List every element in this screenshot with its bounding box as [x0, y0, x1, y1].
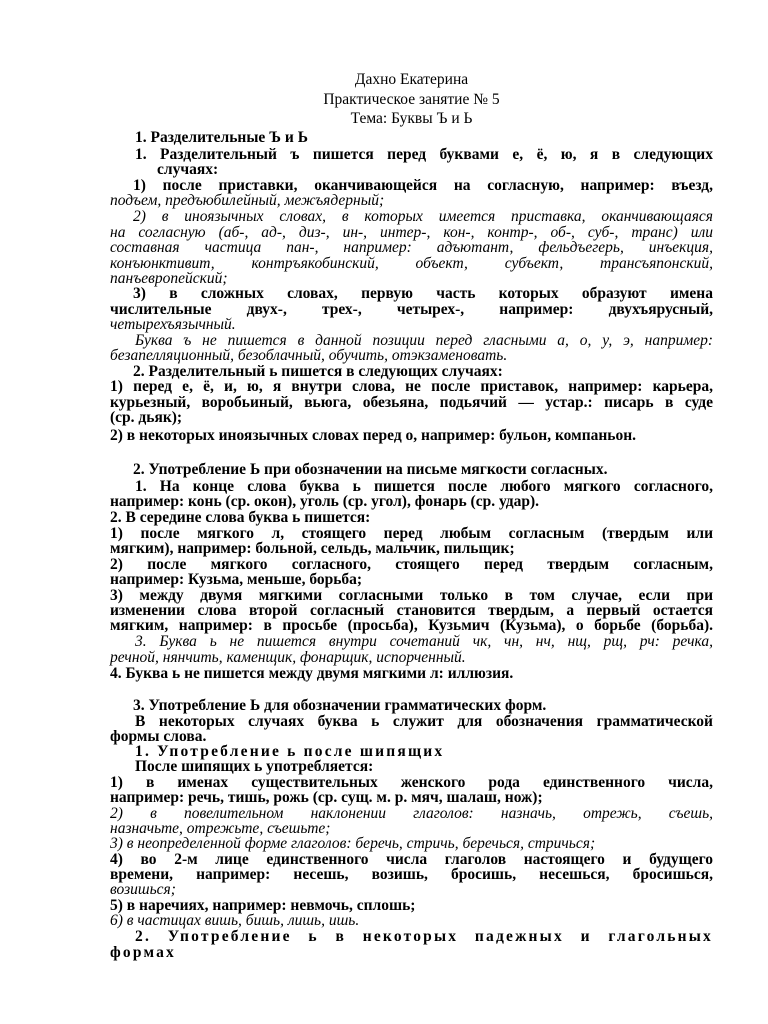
- s1-item-1-line-1: 1) после приставки, оканчивающейся на согласную, например: въезд,: [133, 177, 713, 194]
- s2-p2-item-1-line-1: 1) после мягкого л, стоящего перед любым согласным (твердым или: [110, 525, 713, 542]
- section-1-heading: 1. Разделительные Ъ и Ь: [135, 129, 308, 146]
- s2-p1-line-2: например: конь (ср. окон), уголь (ср. угол), фонарь (ср. удар).: [110, 493, 539, 510]
- s1-item-2-line-4: конъюнктивит, контръякобинский, объект, субъект, трансъяпонский,: [110, 255, 713, 272]
- s3-item-4-line-3: возишься;: [110, 881, 176, 898]
- s2-p2-item-3-line-2: изменении слова второй согласный становится твердым, а первый остается: [110, 602, 713, 619]
- s1-item-2-line-3: составная частица пан-, например: адъютант, фельдъегерь, инъекция,: [110, 239, 713, 256]
- s2-p2-item-3-line-3: мягким, например: в просьбе (просьба), Кузьмич (Кузьма), о борьбе (борьба).: [110, 617, 713, 634]
- s3-item-2-line-1: 2) в повелительном наклонении глаголов: назначь, отрежь, съешь,: [110, 805, 713, 822]
- section-1-sub-1-heading: 1. Разделительный ъ пишется перед буквами е, ё, ю, я в следующих: [135, 146, 713, 163]
- s2-p1-line-1: 1. На конце слова буква ь пишется после любого мягкого согласного,: [135, 478, 713, 495]
- s1-item-3-line-3: четырехъязычный.: [110, 316, 236, 333]
- s2-p2-item-2-line-2: например: Кузьма, меньше, борьба;: [110, 571, 363, 588]
- s3-item-4-line-1: 4) во 2-м лице единственного числа глаголов настоящего и будущего: [110, 851, 713, 868]
- s1-item-2-line-5: панъевропейский;: [110, 270, 228, 287]
- s2-p3-line-1: 3. Буква ь не пишется внутри сочетаний чк, чн, нч, нщ, рщ, рч: речка,: [135, 633, 713, 650]
- s3-sub-2-heading-line-1: 2. Употребление ь в некоторых падежных и глагольных: [135, 928, 713, 945]
- lesson-title: Практическое занятие № 5: [323, 91, 500, 108]
- section-1-sub-2-heading: 2. Разделительный ь пишется в следующих случаях:: [133, 363, 503, 380]
- s3-intro-line-1: В некоторых случаях буква ь служит для обозначения грамматической: [135, 713, 713, 730]
- s3-item-2-line-2: назначьте, отрежьте, съешьте;: [110, 820, 331, 837]
- s3-sub-1-intro: После шипящих ь употребляется:: [135, 758, 374, 775]
- author-name: Дахно Екатерина: [354, 71, 469, 88]
- s1-sub-2-item-1-line-2: курьезный, воробьиный, вьюга, обезьяна, подьячий — устар.: писарь в суде: [110, 394, 713, 411]
- s2-p2-item-1-line-2: мягким), например: больной, сельдь, мальчик, пильщик;: [110, 540, 515, 557]
- s1-sub-2-item-1-line-3: (ср. дьяк);: [110, 409, 183, 426]
- s3-sub-1-heading: 1. Употребление ь после шипящих: [135, 743, 445, 760]
- s3-intro-line-2: формы слова.: [110, 728, 207, 745]
- section-2-heading: 2. Употребление Ь при обозначении на письме мягкости согласных.: [133, 461, 608, 478]
- s3-item-1-line-1: 1) в именах существительных женского рода единственного числа,: [110, 774, 713, 791]
- s3-item-6: 6) в частицах вишь, бишь, лишь, ишь.: [110, 912, 360, 929]
- s3-item-1-line-2: например: речь, тишь, рожь (ср. сущ. м. р. мяч, шалаш, нож);: [110, 789, 543, 806]
- s2-p2-item-3-line-1: 3) между двумя мягкими согласными только в том случае, если при: [110, 587, 713, 604]
- s1-item-3-line-1: 3) в сложных словах, первую часть которых образуют имена: [133, 285, 713, 302]
- s1-item-3-line-2: числительные двух-, трех-, четырех-, например: двухъярусный,: [110, 301, 713, 318]
- s1-sub-2-item-1-line-1: 1) перед е, ё, и, ю, я внутри слова, не после приставок, например: карьера,: [110, 378, 713, 395]
- section-1-sub-1-heading-cont: случаях:: [157, 161, 219, 178]
- s3-sub-2-heading-line-2: формах: [110, 944, 177, 961]
- s1-note-line-2: безапелляционный, безоблачный, обучить, отэкзаменовать.: [110, 347, 508, 364]
- s3-item-4-line-2: времени, например: несешь, возишь, бросишь, несешься, бросишься,: [110, 866, 713, 883]
- s1-item-2-line-2: на согласную (аб-, ад-, диз-, ин-, интер-, кон-, контр-, об-, суб-, транс) или: [110, 224, 713, 241]
- s2-p3-line-2: речной, нянчить, каменщик, фонарщик, испорченный.: [110, 649, 466, 666]
- s3-item-5: 5) в наречиях, например: невмочь, сплошь;: [110, 897, 416, 914]
- s2-p2-item-2-line-1: 2) после мягкого согласного, стоящего перед твердым согласным,: [110, 556, 713, 573]
- s1-item-1-line-2: подъем, предъюбилейный, межъядерный;: [110, 192, 385, 209]
- s2-p4: 4. Буква ь не пишется между двумя мягкими л: иллюзия.: [110, 665, 514, 682]
- s1-item-2-line-1: 2) в иноязычных словах, в которых имеется приставка, оканчивающаяся: [133, 208, 713, 225]
- s2-p2: 2. В середине слова буква ь пишется:: [110, 509, 371, 526]
- section-3-heading: 3. Употребление Ь для обозначении грамматических форм.: [133, 697, 547, 714]
- s1-note-line-1: Буква ъ не пишется в данной позиции перед гласными а, о, у, э, например:: [135, 332, 713, 349]
- s1-sub-2-item-2: 2) в некоторых иноязычных словах перед о, например: бульон, компаньон.: [110, 427, 637, 444]
- topic-title: Тема: Буквы Ъ и Ь: [350, 110, 473, 127]
- s3-item-3: 3) в неопределенной форме глаголов: беречь, стричь, беречься, стричься;: [110, 835, 596, 852]
